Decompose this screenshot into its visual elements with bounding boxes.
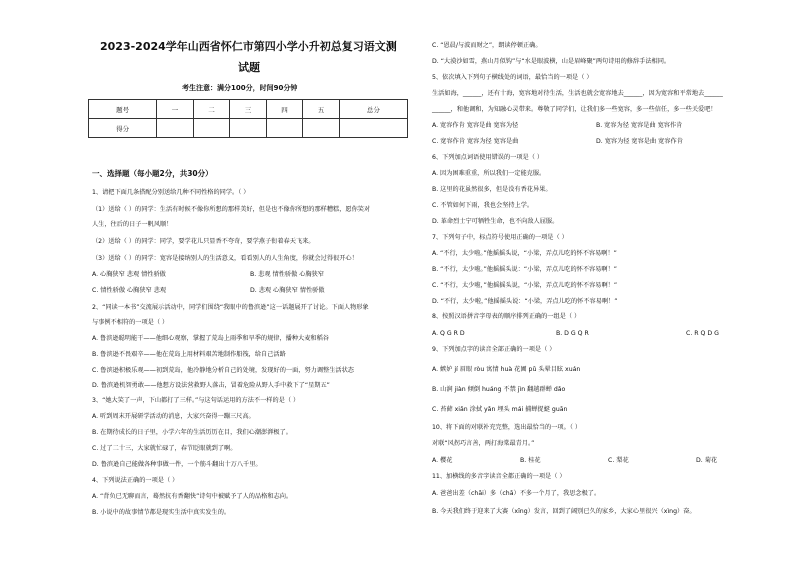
question-line: 3、“她大笑了一声，下山都打了三样。”与这句话运用的方法不一样的是（ ） xyxy=(92,397,300,404)
option-c: C. 宽容作肯 宽容为径 宽容是曲 xyxy=(432,138,519,145)
option-b: B. “不行，太少啦。”他摇摇头说：“小梁，弄点儿吃的怀不容易啊！” xyxy=(432,266,617,273)
score-cell xyxy=(157,119,194,138)
option-d: D. “不行，太少啦，”他摇摇头说：“小梁，弄点儿吃的怀不容易啊！” xyxy=(432,298,618,305)
score-table-header-row xyxy=(89,100,408,119)
question-line: 10、将下面的对联补充完整，选出最恰当的一项。（ ） xyxy=(432,424,582,431)
option-b: B. 小说中的故事情节都是现实生活中真实发生的。 xyxy=(92,509,231,516)
question-line: 1、请把下面几条搭配分别送给几种不同性格的同学。（ ） xyxy=(92,189,250,196)
question-line: 4、下列说法正确的一项是（ ） xyxy=(92,477,179,484)
question-line: 9、下列加点字的读音全部正确的一项是（ ） xyxy=(432,346,556,353)
score-cell xyxy=(193,119,230,138)
question-line: 6、下列加点词语使用错误的一项是（ ） xyxy=(432,154,544,161)
question-line: 2、“同读一本书”交流展示活动中，同学们围绕“我眼中的鲁滨逊”这一话题展开了讨论。下面人物形象 xyxy=(92,304,369,311)
option-a: A. 樱花 xyxy=(432,457,453,464)
question-line: ______，和他调和，为知融心灵带来。尊敬了同学们，让我们多一些宽容，多一些信任，多一些关爱吧！ xyxy=(432,106,717,113)
option-b: B. 在期待成长的日子里，小学六年的生活历历在目，我们心潮澎湃极了。 xyxy=(92,429,292,436)
exam-title: 2023-2024学年山西省怀仁市第四小学小升初总复习语文测 xyxy=(100,40,397,53)
section-heading: 一、选择题（每小题2分，共30分） xyxy=(92,169,213,178)
header-cell: 三 xyxy=(230,100,267,119)
score-row-label: 得分 xyxy=(89,119,157,138)
option-a: A. 因为困难重重，所以我们一定能克服。 xyxy=(432,170,546,177)
score-cell xyxy=(230,119,267,138)
header-cell: 五 xyxy=(303,100,340,119)
option-a: A. 嫉妒 jí 眉眼 ròu 寓情 huà 花圃 pǔ 头晕目眩 xuán xyxy=(432,366,581,373)
option-a: A. Q G R D xyxy=(432,330,465,337)
question-line: 对联“风拐巧言善，两打海棠最青月。” xyxy=(432,440,535,447)
option-a: A. 心胸狭窄 悲观 情性骄傲 xyxy=(92,271,166,278)
score-table xyxy=(88,99,408,138)
question-line: （3）送给（ ）的同学：宽容是接纳别人的生活意义，看看别人的人生角度，你就会过得很开心！ xyxy=(92,255,358,262)
exam-title-continued: 试题 xyxy=(238,61,260,74)
option-c: C. 苔藓 xiǎn 涂拭 yǎn 埋头 mái 捕蝉捉蜓 guān xyxy=(432,406,568,413)
option-d: D. 宽容为径 宽容是曲 宽容作肯 xyxy=(596,138,683,145)
option-c: C. R Q D G xyxy=(686,330,719,337)
question-line: 11、加横线的多音字读音全都正确的一项是（ ） xyxy=(432,473,566,480)
score-cell xyxy=(266,119,303,138)
option-a: A. “背负已无聊而言，蓦然抗有香翻快”诗句中被赋予了人的品格和志向。 xyxy=(92,493,293,500)
option-d: D. 鲁滨逊自己能做各种事做一件，一个筋斗翻出十万八千里。 xyxy=(92,461,262,468)
option-b: B. 山涧 jiàn 倾倒 huáng 不禁 jìn 翻越群蝉 dǎo xyxy=(432,386,566,393)
question-line: 7、下列句子中，标点符号使用正确的一项是（ ） xyxy=(432,234,568,241)
option-a: A. 鲁滨逊聪明能干——他细心观察，掌握了荒岛上雨季和旱季的规律，播种大麦和稻谷 xyxy=(92,335,329,342)
option-b: B. 宽容为径 宽容是曲 宽容作肯 xyxy=(596,122,683,129)
option-a: A. 宽容作肯 宽容是曲 宽容为径 xyxy=(432,122,519,129)
score-cell xyxy=(303,119,340,138)
question-line: （1）送给（ ）的同学：生活有时候不像你所想的那样美好，但是也不像你所想的那样糟糕，愿你笑对 xyxy=(92,206,371,213)
option-c: C. 情性骄傲 心胸狭窄 悲观 xyxy=(92,287,167,294)
option-c: C. 梨花 xyxy=(608,457,629,464)
option-a: A. 听到周末开展研学活动的消息，大家兴奋得一蹦三尺高。 xyxy=(92,413,255,420)
option-c: C. “恩晨/与波而财之”，朗读停顿正确。 xyxy=(432,42,542,49)
question-line: （2）送给（ ）的同学：同学，要学花儿只显香不夸奇，要学燕子衔着春天飞来。 xyxy=(92,238,315,245)
exam-note: 考生注意：满分100分，时间90分钟 xyxy=(182,84,298,92)
option-b: B. 这里的花虽然很多，但是没有香花异果。 xyxy=(432,186,552,193)
question-line: 5、依次填入下列句子横线处的词语，最恰当的一项是（ ） xyxy=(432,74,593,81)
header-cell: 二 xyxy=(193,100,230,119)
option-c: C. 不管如何下雨，我也会坚持上学。 xyxy=(432,202,534,209)
option-b: B. 今天我们终于迎来了大赛（xīng）发言，回到了阔别已久的家乡，大家心里很兴（xìng）奋。 xyxy=(432,508,696,515)
header-cell: 一 xyxy=(157,100,194,119)
question-line: 人生，往后的日子一帆风顺！ xyxy=(92,221,173,228)
question-line: 8、按照汉语拼音字母表的顺序排列正确的一组是（ ） xyxy=(432,313,581,320)
question-line: 与事例不相符的一项是（ ） xyxy=(92,319,169,326)
option-d: D. 鲁滨逊机智勇敢——他想方设法营救野人落击，冒着危险从野人手中救下了“星期五” xyxy=(92,382,330,389)
question-line: 生活如海，______，还有十海，宽容地对待生活，生活也就会宽容地去______，因为宽容和平常地去______ xyxy=(432,90,723,97)
score-cell xyxy=(339,119,407,138)
option-b: B. 悲观 情性骄傲 心胸狭窄 xyxy=(250,271,324,278)
option-c: C. 过了二十三，大家就忙碌了，春节眨眼就到了啊。 xyxy=(92,445,237,452)
option-a: A. “不行，太少啦。”他摇摇头说，“小梁，弄点儿吃的怀不容易啊！” xyxy=(432,250,617,257)
option-b: B. D G Q R xyxy=(556,330,589,337)
option-b: B. 鲁滨逊不畏艰辛——他在荒岛上用材料艰苦地制作船筏，给自己活路 xyxy=(92,351,286,358)
option-b: B. 桂花 xyxy=(520,457,541,464)
option-c: C. 鲁滨逊积极乐观——初到荒岛，他冷静地分析自己的处境，发现好的一面，努力调整生活状态 xyxy=(92,367,354,374)
option-d: D. “大漠沙如雪，燕山月似钩”与“水是眼波横，山是眉峰聚”两句诗用的修辞手法相同。 xyxy=(432,58,671,65)
score-table-score-row xyxy=(89,119,408,138)
option-a: A. 爸爸出差（chāi）多（chā）不多一个月了，我思念极了。 xyxy=(432,490,601,497)
right-column xyxy=(426,0,792,562)
header-cell: 四 xyxy=(266,100,303,119)
option-d: D. 革命烈士宁可牺牲生命，也不向敌人屈服。 xyxy=(432,218,559,225)
option-c: C. “不行，太少啦，”他摇摇头说，“小梁，弄点儿吃的怀不容易啊！” xyxy=(432,282,618,289)
header-cell: 总分 xyxy=(339,100,407,119)
option-d: D. 菊花 xyxy=(696,457,718,464)
left-column xyxy=(80,0,410,562)
header-cell: 题号 xyxy=(89,100,157,119)
option-d: D. 悲观 心胸狭窄 情性骄傲 xyxy=(250,287,325,294)
